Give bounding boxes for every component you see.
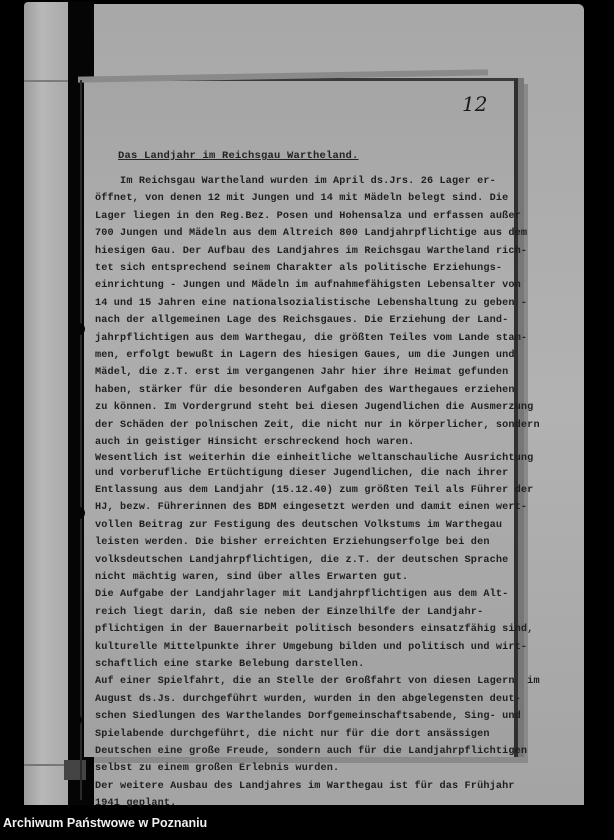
text-line: schen Siedlungen des Warthelandes Dorfgemeinschaftsabende, Sing- und: [95, 711, 521, 723]
text-line: auch in geistiger Hinsicht erschreckend hoch waren.: [95, 437, 415, 449]
text-line: Auf einer Spielfahrt, die an Stelle der Großfahrt von diesen Lagern im: [95, 676, 540, 688]
text-line: August ds.Js. durchgeführt wurden, wurden in den abgelegensten deut-: [95, 693, 521, 705]
archive-label: Archiwum Państwowe w Poznaniu: [3, 816, 208, 830]
document-title: Das Landjahr im Reichsgau Wartheland.: [118, 150, 359, 162]
text-line: Im Reichsgau Wartheland wurden im April ds.Jrs. 26 Lager er-: [95, 176, 496, 187]
text-line: vollen Beitrag zur Festigung des deutschen Volkstums im Warthegau: [95, 519, 503, 531]
text-line: Entlassung aus dem Landjahr (15.12.40) zum größten Teil als Führer der: [95, 484, 534, 496]
text-line: schaftlich eine starke Belebung darstellen.: [95, 658, 365, 670]
fold-line: [24, 764, 68, 766]
text-line: pflichtigen in der Bauernarbeit politisch besonders einsatzfähig sind,: [95, 624, 534, 636]
text-line: Der weitere Ausbau des Landjahres im Warthegau ist für das Frühjahr: [95, 780, 515, 792]
text-line: kulturelle Mittelpunkte ihrer Umgebung bilden und politisch und wirt-: [95, 641, 528, 653]
text-line: Mädel, die z.T. erst im vergangenen Jahr hier ihre Heimat gefunden: [95, 367, 509, 379]
text-line: jahrpflichtigen aus dem Warthegau, die größten Teiles vom Lande stam-: [95, 332, 528, 344]
binding-tab: [64, 760, 86, 780]
punch-hole: [73, 323, 85, 335]
text-line: 14 und 15 Jahren eine nationalsozialistische Lebenshaltung zu geben -: [95, 297, 528, 309]
text-line: selbst zu einem großen Erlebnis wurden.: [95, 763, 340, 775]
binder-left-strip: [24, 2, 68, 805]
text-line: Die Aufgabe der Landjahrlager mit Landjahrpflichtigen aus dem Alt-: [95, 589, 509, 601]
text-line: HJ, bezw. Führerinnen des BDM eingesetzt werden und damit einen wert-: [95, 502, 528, 514]
text-line: der Schäden der polnischen Zeit, die nicht nur in körperlicher, sondern: [95, 419, 540, 431]
text-line: 1941 geplant.: [95, 798, 177, 810]
text-line: Wesentlich ist weiterhin die einheitliche weltanschauliche Ausrichtung: [95, 452, 534, 464]
document-body: [95, 173, 540, 813]
text-line: men, erfolgt bewußt in Lagern des hiesigen Gaues, um die Jungen und: [95, 350, 515, 362]
text-line: Spielabende durchgeführt, die nicht nur für die dort ansässigen: [95, 728, 490, 740]
text-line: volksdeutschen Landjahrpflichtigen, die z.T. der deutschen Sprache: [95, 554, 509, 566]
text-line: 700 Jungen und Mädeln aus dem Altreich 800 Landjahrpflichtige aus dem: [95, 228, 528, 240]
fold-line: [24, 80, 68, 82]
text-line: zu können. Im Vordergrund steht bei diesen Jugendlichen die Ausmerzung: [95, 402, 534, 414]
punch-hole: [72, 715, 82, 725]
text-line: leisten werden. Die bisher erreichten Erziehungserfolge bei den: [95, 537, 490, 549]
text-line: haben, stärker für die besonderen Aufgaben des Warthegaues erziehen: [95, 384, 515, 396]
spine-line: [80, 80, 82, 800]
punch-hole: [73, 507, 85, 519]
text-line: einrichtung - Jungen und Mädeln im aufnahmefähigsten Lebensalter von: [95, 280, 521, 292]
text-line: nicht mächtig waren, sind über alles Erwarten gut.: [95, 571, 409, 583]
text-line: reich liegt darin, daß sie neben der Einzelhilfe der Landjahr-: [95, 606, 484, 618]
text-line: hiesigen Gau. Der Aufbau des Landjahres im Reichsgau Wartheland rich-: [95, 245, 528, 257]
text-line: Deutschen eine große Freude, sondern auch für die Landjahrpflichtigen: [95, 746, 528, 757]
text-line: und vorberufliche Ertüchtigung dieser Jugendlichen, die nach ihrer: [95, 467, 509, 479]
text-line: nach der allgemeinen Lage des Reichsgaues. Die Erziehung der Land-: [95, 315, 509, 327]
text-line: öffnet, von denen 12 mit Jungen und 14 mit Mädeln belegt sind. Die: [95, 193, 509, 205]
text-line: Lager liegen in den Reg.Bez. Posen und Hohensalza und erfassen außer: [95, 210, 521, 222]
page-number: 12: [462, 92, 488, 116]
text-line: tet sich entsprechend seinem Charakter als politische Erziehungs-: [95, 263, 503, 275]
